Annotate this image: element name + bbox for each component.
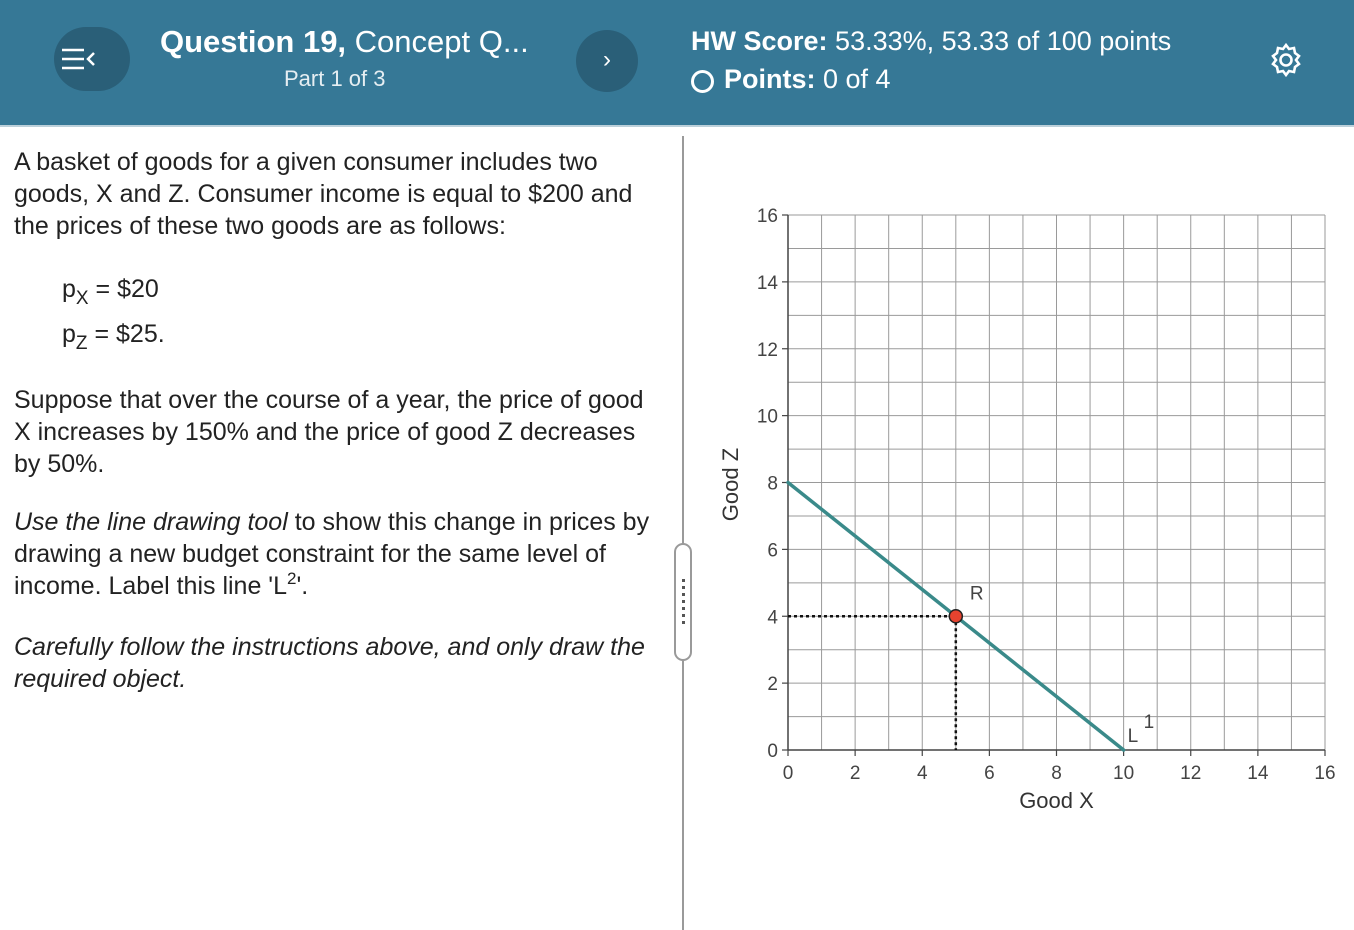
x-tick-label: 6 [984, 763, 995, 784]
question-scenario: Suppose that over the course of a year, the price of good X increases by 150% and the price of good Z decreases by 50%. [14, 386, 644, 478]
chart-grid [788, 215, 1325, 750]
x-tick-label: 16 [1314, 763, 1336, 784]
y-tick-label: 6 [767, 540, 778, 562]
point-label: R [969, 583, 984, 605]
x-tick-label: 0 [782, 763, 794, 784]
divider-drag-handle[interactable] [674, 543, 692, 661]
gear-icon[interactable] [1268, 42, 1304, 78]
price-x-value: = $20 [95, 275, 159, 303]
question-name: Concept Q... [354, 24, 529, 59]
question-note [14, 631, 664, 695]
x-tick-label: 8 [1051, 763, 1062, 784]
point-marker[interactable] [949, 610, 962, 623]
top-bar [0, 0, 1354, 127]
budget-line-label-sup: 1 [1143, 712, 1155, 733]
menu-collapse-icon [62, 47, 122, 73]
budget-line-label: L [1127, 726, 1139, 747]
hw-score [691, 26, 1171, 57]
instruction-text: to show this change in prices by drawing a new budget constraint for the same level of income. Label this line 'L [14, 508, 650, 600]
price-z-symbol: p [62, 320, 76, 348]
price-z [62, 313, 664, 358]
budget-graph[interactable] [700, 190, 1340, 830]
x-tick-label: 4 [916, 763, 928, 784]
y-tick-label: 14 [756, 272, 778, 294]
x-tick-label: 14 [1247, 763, 1269, 784]
instruction-end: '. [296, 572, 309, 600]
price-x-sub: X [75, 288, 89, 309]
question-instruction [14, 506, 664, 605]
question-panel [14, 146, 664, 695]
chevron-right-icon: › [603, 46, 611, 73]
chart-points[interactable] [788, 583, 984, 750]
instruction-tool-name: Use the line drawing tool [14, 508, 288, 536]
panel-divider [682, 136, 684, 930]
price-z-sub: Z [75, 333, 88, 354]
next-question-button[interactable] [576, 30, 638, 92]
price-list [62, 268, 664, 358]
price-x-symbol: p [62, 275, 76, 303]
question-intro: A basket of goods for a given consumer includes two goods, X and Z. Consumer income is equal to $200 and the prices of these two goods are as follows: [14, 148, 633, 240]
question-number: Question 19, [160, 24, 347, 59]
y-tick-label: 12 [756, 339, 778, 361]
x-tick-label: 12 [1180, 763, 1202, 784]
y-axis-title: Good Z [718, 447, 743, 522]
price-x [62, 268, 664, 313]
y-tick-label: 8 [767, 473, 778, 495]
x-tick-label: 10 [1113, 763, 1135, 784]
x-axis-title: Good X [1019, 788, 1094, 813]
y-tick-label: 16 [756, 206, 778, 227]
hw-score-value: 53.33%, 53.33 of 100 points [835, 26, 1172, 56]
question-part: Part 1 of 3 [284, 66, 386, 91]
points-value: 0 of 4 [823, 64, 891, 94]
points-label: Points: [724, 64, 816, 94]
y-tick-label: 10 [756, 406, 778, 428]
question-title [160, 24, 580, 60]
status-circle-icon [691, 70, 714, 93]
price-z-value: = $25. [94, 320, 165, 348]
chart-ticks [757, 206, 1336, 784]
instruction-sup: 2 [287, 569, 297, 588]
points [691, 64, 891, 95]
question-note-text: Carefully follow the instructions above, and only draw the required object. [14, 633, 645, 693]
y-tick-label: 0 [767, 741, 778, 762]
hw-score-label: HW Score: [691, 26, 828, 56]
drag-grip-icon [682, 579, 685, 627]
question-menu-button[interactable] [54, 27, 130, 91]
y-tick-label: 2 [767, 674, 778, 696]
y-tick-label: 4 [767, 607, 778, 629]
x-tick-label: 2 [849, 763, 861, 784]
